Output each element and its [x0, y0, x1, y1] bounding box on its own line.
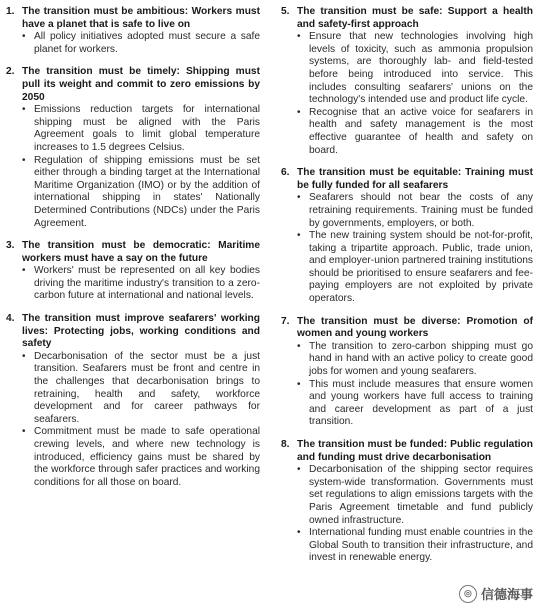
section-heading — [281, 439, 533, 464]
section-number: 5. — [281, 6, 290, 17]
bullet-item: • Workers' must be represented on all key bodies driving the maritime industry's transition to a zero-carbon future at international and national levels. — [22, 265, 260, 303]
bullet-list — [6, 351, 260, 490]
bullet-item: • Decarbonisation of the sector must be a just transition. Seafarers must be front and centre in the challenges that decarbonisation brings to retraining, health and safety, workforce development and for career pathways for seafarers. — [22, 351, 260, 427]
bullet-list — [6, 31, 260, 56]
section-heading — [6, 66, 260, 104]
section-heading — [281, 316, 533, 341]
bullet-item: • Ensure that new technologies involving high levels of toxicity, such as ammonia propulsion systems, are thoroughly lab- and field-tested before being introduced into service. This includes consulting seafarers' unions on the technology's intended use and product life cycle. — [297, 31, 533, 107]
bullet-item: • Seafarers should not bear the costs of any retraining requirements. Training must be funded by governments, employers, or both. — [297, 192, 533, 230]
section-8 — [281, 439, 533, 565]
bullet-list — [6, 265, 260, 303]
section-6 — [281, 167, 533, 306]
section-7 — [281, 316, 533, 429]
bullet-item: • Decarbonisation of the shipping sector requires system-wide transformation. Governments must set regulations to align emissions targets with the Paris Agreement timetable and fund publicly owned infrastructure. — [297, 464, 533, 527]
section-number: 6. — [281, 167, 290, 179]
bullet-list — [281, 464, 533, 565]
bullet-item: • Emissions reduction targets for international shipping must be aligned with the Paris Agreement goals to limit global temperature increases to 1.5 degrees Celsius. — [22, 104, 260, 154]
bullet-item: • This must include measures that ensure women and young workers have full access to training and career development as part of a just transition. — [297, 379, 533, 429]
bullet-item: • Regulation of shipping emissions must be set either through a binding target at the International Maritime Organization (IMO) or by the addition of international shipping in states' Nationally Determined Contributions (NDCs) under the Paris Agreement. — [22, 155, 260, 231]
section-title: The transition must improve seafarers' working lives: Protecting jobs, working conditions and safety — [22, 313, 260, 350]
section-2 — [6, 66, 260, 230]
section-4 — [6, 313, 260, 489]
watermark — [459, 584, 533, 603]
section-title: The transition must be diverse: Promotion of women and young workers — [297, 315, 533, 340]
wechat-channel-icon: ◎ — [459, 585, 477, 603]
bullet-item: • The transition to zero-carbon shipping must go hand in hand with an active policy to create good jobs for women and young seafarers. — [297, 341, 533, 379]
section-number: 8. — [281, 439, 290, 450]
section-heading — [281, 167, 533, 192]
section-number: 4. — [6, 313, 15, 325]
section-title: The transition must be ambitious: Workers must have a planet that is safe to live on — [22, 6, 260, 30]
section-title: The transition must be safe: Support a health and safety-first approach — [297, 6, 533, 30]
bullet-list — [6, 104, 260, 230]
section-heading — [6, 313, 260, 351]
bullet-list — [281, 31, 533, 157]
bullet-list — [281, 341, 533, 429]
bullet-item: • All policy initiatives adopted must secure a safe planet for workers. — [22, 31, 260, 56]
section-3 — [6, 240, 260, 303]
left-column — [6, 6, 260, 489]
section-title: The transition must be democratic: Maritime workers must have a say on the future — [22, 240, 260, 264]
section-number: 2. — [6, 66, 15, 78]
section-number: 1. — [6, 6, 15, 17]
section-number: 3. — [6, 240, 15, 252]
bullet-item: • Commitment must be made to safe operational crewing levels, and where new technology is introduced, efficiency gains must be shared by the workforce through safer practices and working conditions for all those on board. — [22, 426, 260, 489]
section-title: The transition must be funded: Public regulation and funding must drive decarbonisation — [297, 439, 533, 463]
bullet-item: • Recognise that an active voice for seafarers in health and safety management is the most effective guarantee of health and safety on board. — [297, 107, 533, 157]
section-heading — [6, 240, 260, 265]
section-5 — [281, 6, 533, 157]
section-heading — [6, 6, 260, 31]
watermark-text: 信德海事 — [480, 587, 533, 602]
right-column — [281, 6, 533, 565]
bullet-list — [281, 192, 533, 305]
section-number: 7. — [281, 315, 290, 327]
bullet-item: • The new training system should be not-for-profit, taking a tripartite approach. Public, trade union, and employer-union partnered training institutions should be prioritised to ensure seafarers and fee-paying employers are not exploited by private operators. — [297, 230, 533, 306]
section-title: The transition must be timely: Shipping must pull its weight and commit to zero emissions by 2050 — [22, 66, 260, 103]
bullet-item: • International funding must enable countries in the Global South to transition their infrastructure, and invest in renewable energy. — [297, 527, 533, 565]
section-heading — [281, 6, 533, 31]
section-title: The transition must be equitable: Training must be fully funded for all seafarers — [297, 167, 533, 191]
section-1 — [6, 6, 260, 56]
